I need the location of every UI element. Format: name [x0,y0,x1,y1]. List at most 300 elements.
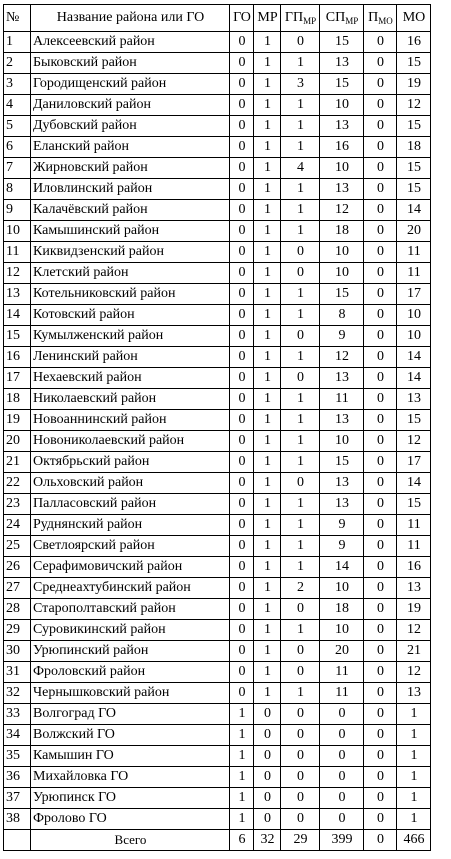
cell-go: 0 [230,347,254,368]
table-row [4,536,431,557]
cell-mr: 1 [254,683,281,704]
cell-p: 0 [364,137,397,158]
cell-p: 0 [364,662,397,683]
table-row [4,431,431,452]
cell-gp: 1 [281,305,320,326]
cell-gp: 1 [281,431,320,452]
header-row [4,5,431,32]
cell-mr: 1 [254,242,281,263]
cell-p: 0 [364,53,397,74]
cell-mr: 1 [254,263,281,284]
cell-num: 25 [4,536,31,557]
cell-sp: 13 [320,179,364,200]
cell-gp: 1 [281,200,320,221]
total-gp: 29 [281,830,320,851]
header-gp [281,5,320,32]
cell-mo: 19 [397,74,431,95]
cell-mr: 1 [254,599,281,620]
cell-go: 0 [230,53,254,74]
cell-num: 1 [4,32,31,53]
cell-gp: 1 [281,683,320,704]
cell-num: 6 [4,137,31,158]
cell-mo: 15 [397,116,431,137]
cell-go: 0 [230,683,254,704]
cell-name: Нехаевский район [31,368,230,389]
cell-name: Иловлинский район [31,179,230,200]
cell-mo: 12 [397,620,431,641]
cell-gp: 0 [281,368,320,389]
cell-go: 0 [230,116,254,137]
cell-num: 7 [4,158,31,179]
cell-name: Волгоград ГО [31,704,230,725]
cell-sp: 13 [320,368,364,389]
cell-p: 0 [364,326,397,347]
cell-p: 0 [364,221,397,242]
cell-name: Ольховский район [31,473,230,494]
cell-mo: 17 [397,452,431,473]
table-row [4,410,431,431]
cell-mr: 0 [254,809,281,830]
cell-p: 0 [364,494,397,515]
cell-sp: 10 [320,263,364,284]
cell-p: 0 [364,599,397,620]
cell-mo: 1 [397,704,431,725]
cell-num: 5 [4,116,31,137]
cell-name: Киквидзенский район [31,242,230,263]
cell-num: 38 [4,809,31,830]
header-sp-main: СП [325,10,346,25]
cell-gp: 0 [281,473,320,494]
cell-mo: 1 [397,767,431,788]
table-row [4,326,431,347]
cell-mo: 11 [397,515,431,536]
cell-num: 15 [4,326,31,347]
cell-mo: 1 [397,746,431,767]
cell-name: Даниловский район [31,95,230,116]
cell-mr: 1 [254,53,281,74]
cell-p: 0 [364,557,397,578]
cell-name: Фроловский район [31,662,230,683]
cell-mo: 1 [397,725,431,746]
table-row [4,662,431,683]
cell-gp: 1 [281,494,320,515]
cell-go: 0 [230,494,254,515]
cell-mr: 0 [254,788,281,809]
cell-mr: 1 [254,158,281,179]
total-go: 6 [230,830,254,851]
cell-num: 8 [4,179,31,200]
cell-sp: 12 [320,347,364,368]
table-row [4,473,431,494]
header-go: ГО [230,5,254,32]
cell-mr: 1 [254,95,281,116]
cell-mo: 16 [397,557,431,578]
cell-mr: 0 [254,746,281,767]
header-gp-sub: МР [303,16,317,26]
cell-mr: 1 [254,326,281,347]
cell-p: 0 [364,536,397,557]
cell-mr: 1 [254,578,281,599]
cell-gp: 0 [281,662,320,683]
cell-sp: 9 [320,536,364,557]
table-row [4,515,431,536]
cell-name: Жирновский район [31,158,230,179]
cell-gp: 0 [281,809,320,830]
cell-p: 0 [364,179,397,200]
cell-mr: 1 [254,452,281,473]
cell-go: 0 [230,326,254,347]
cell-mr: 1 [254,284,281,305]
cell-sp: 18 [320,221,364,242]
cell-gp: 1 [281,536,320,557]
cell-sp: 16 [320,137,364,158]
cell-mo: 14 [397,473,431,494]
table-row [4,599,431,620]
cell-go: 1 [230,809,254,830]
cell-mo: 15 [397,158,431,179]
cell-p: 0 [364,200,397,221]
cell-name: Суровикинский район [31,620,230,641]
table-row [4,557,431,578]
cell-p: 0 [364,284,397,305]
cell-go: 0 [230,263,254,284]
cell-go: 0 [230,95,254,116]
cell-sp: 13 [320,53,364,74]
cell-num: 2 [4,53,31,74]
cell-go: 0 [230,410,254,431]
cell-go: 0 [230,158,254,179]
cell-gp: 1 [281,515,320,536]
cell-gp: 0 [281,326,320,347]
table-row [4,704,431,725]
cell-p: 0 [364,242,397,263]
cell-name: Кумылженский район [31,326,230,347]
cell-num: 4 [4,95,31,116]
total-sp: 399 [320,830,364,851]
cell-sp: 18 [320,599,364,620]
header-p-sub: МО [378,16,393,26]
cell-num: 10 [4,221,31,242]
cell-gp: 0 [281,788,320,809]
districts-table [3,4,431,851]
cell-mr: 1 [254,473,281,494]
cell-mo: 10 [397,326,431,347]
cell-mo: 15 [397,410,431,431]
cell-gp: 0 [281,746,320,767]
cell-num: 17 [4,368,31,389]
cell-num: 27 [4,578,31,599]
cell-go: 0 [230,515,254,536]
cell-p: 0 [364,32,397,53]
cell-gp: 2 [281,578,320,599]
cell-mo: 14 [397,347,431,368]
cell-gp: 0 [281,32,320,53]
cell-go: 0 [230,179,254,200]
cell-name: Калачёвский район [31,200,230,221]
cell-gp: 1 [281,137,320,158]
cell-go: 1 [230,725,254,746]
cell-mo: 11 [397,242,431,263]
cell-mr: 1 [254,641,281,662]
cell-name: Камышинский район [31,221,230,242]
cell-mo: 14 [397,200,431,221]
cell-gp: 1 [281,179,320,200]
header-p [364,5,397,32]
cell-num: 20 [4,431,31,452]
cell-p: 0 [364,725,397,746]
cell-mo: 12 [397,95,431,116]
cell-sp: 9 [320,326,364,347]
cell-go: 0 [230,305,254,326]
cell-sp: 0 [320,725,364,746]
cell-sp: 10 [320,95,364,116]
cell-p: 0 [364,788,397,809]
table-body [4,32,431,830]
cell-go: 0 [230,284,254,305]
cell-num: 29 [4,620,31,641]
cell-sp: 15 [320,32,364,53]
cell-num: 37 [4,788,31,809]
cell-go: 1 [230,704,254,725]
cell-name: Городищенский район [31,74,230,95]
table-row [4,494,431,515]
cell-p: 0 [364,578,397,599]
total-row [4,830,431,851]
cell-mo: 11 [397,536,431,557]
cell-p: 0 [364,116,397,137]
cell-name: Котовский район [31,305,230,326]
header-sp-sub: МР [345,16,359,26]
cell-gp: 1 [281,452,320,473]
cell-sp: 15 [320,284,364,305]
header-name: Название района или ГО [31,5,230,32]
total-p: 0 [364,830,397,851]
cell-gp: 1 [281,347,320,368]
cell-p: 0 [364,95,397,116]
total-mr: 32 [254,830,281,851]
cell-mr: 1 [254,494,281,515]
cell-sp: 9 [320,515,364,536]
cell-num: 11 [4,242,31,263]
cell-go: 0 [230,368,254,389]
cell-sp: 0 [320,746,364,767]
cell-p: 0 [364,431,397,452]
cell-gp: 0 [281,599,320,620]
table-row [4,452,431,473]
table-row [4,158,431,179]
cell-mr: 1 [254,179,281,200]
table-row [4,242,431,263]
cell-p: 0 [364,683,397,704]
cell-mr: 1 [254,620,281,641]
table-row [4,95,431,116]
cell-num: 22 [4,473,31,494]
cell-go: 0 [230,242,254,263]
cell-p: 0 [364,263,397,284]
table-row [4,53,431,74]
cell-sp: 14 [320,557,364,578]
cell-gp: 0 [281,641,320,662]
cell-go: 0 [230,32,254,53]
cell-name: Светлоярский район [31,536,230,557]
table-row [4,683,431,704]
cell-sp: 10 [320,431,364,452]
cell-mo: 12 [397,662,431,683]
cell-mo: 20 [397,221,431,242]
table-row [4,263,431,284]
cell-num: 31 [4,662,31,683]
cell-num: 30 [4,641,31,662]
table-row [4,746,431,767]
cell-num: 16 [4,347,31,368]
cell-name: Старополтавский район [31,599,230,620]
header-mo: МО [397,5,431,32]
cell-sp: 13 [320,410,364,431]
cell-gp: 0 [281,242,320,263]
table-row [4,641,431,662]
cell-num: 12 [4,263,31,284]
cell-mr: 1 [254,368,281,389]
cell-num: 36 [4,767,31,788]
cell-gp: 0 [281,263,320,284]
cell-go: 0 [230,221,254,242]
header-gp-main: ГП [284,10,304,25]
cell-mo: 13 [397,389,431,410]
cell-go: 1 [230,746,254,767]
cell-name: Октябрьский район [31,452,230,473]
cell-mo: 11 [397,263,431,284]
cell-mr: 1 [254,410,281,431]
table-row [4,200,431,221]
cell-mr: 1 [254,116,281,137]
cell-sp: 0 [320,767,364,788]
cell-name: Волжский ГО [31,725,230,746]
cell-gp: 4 [281,158,320,179]
cell-gp: 0 [281,725,320,746]
cell-name: Среднеахтубинский район [31,578,230,599]
cell-gp: 1 [281,410,320,431]
cell-mr: 1 [254,221,281,242]
cell-mo: 15 [397,494,431,515]
cell-name: Клетский район [31,263,230,284]
cell-name: Фролово ГО [31,809,230,830]
cell-gp: 1 [281,95,320,116]
cell-num: 19 [4,410,31,431]
cell-gp: 1 [281,620,320,641]
cell-gp: 0 [281,767,320,788]
cell-go: 0 [230,641,254,662]
cell-go: 0 [230,200,254,221]
cell-mr: 1 [254,431,281,452]
cell-mo: 15 [397,179,431,200]
cell-mo: 13 [397,683,431,704]
cell-num: 35 [4,746,31,767]
cell-mo: 21 [397,641,431,662]
cell-mr: 1 [254,305,281,326]
cell-gp: 1 [281,53,320,74]
cell-mr: 1 [254,200,281,221]
cell-name: Камышин ГО [31,746,230,767]
cell-sp: 15 [320,74,364,95]
cell-mr: 1 [254,515,281,536]
cell-name: Ленинский район [31,347,230,368]
cell-p: 0 [364,368,397,389]
cell-mr: 1 [254,32,281,53]
cell-num: 28 [4,599,31,620]
table-row [4,284,431,305]
cell-sp: 10 [320,620,364,641]
cell-num: 33 [4,704,31,725]
cell-name: Быковский район [31,53,230,74]
cell-go: 0 [230,431,254,452]
cell-go: 0 [230,137,254,158]
cell-sp: 0 [320,704,364,725]
cell-gp: 1 [281,284,320,305]
cell-p: 0 [364,809,397,830]
cell-name: Дубовский район [31,116,230,137]
cell-sp: 10 [320,242,364,263]
cell-num: 32 [4,683,31,704]
cell-mr: 1 [254,557,281,578]
cell-mr: 0 [254,767,281,788]
cell-num: 18 [4,389,31,410]
cell-mo: 17 [397,284,431,305]
cell-p: 0 [364,620,397,641]
cell-name: Руднянский район [31,515,230,536]
table-row [4,389,431,410]
cell-sp: 11 [320,683,364,704]
cell-gp: 1 [281,221,320,242]
table-row [4,137,431,158]
table-row [4,767,431,788]
header-mr: МР [254,5,281,32]
cell-sp: 10 [320,578,364,599]
cell-name: Серафимовичский район [31,557,230,578]
cell-p: 0 [364,704,397,725]
cell-name: Михайловка ГО [31,767,230,788]
table-row [4,725,431,746]
table-row [4,347,431,368]
cell-gp: 1 [281,389,320,410]
cell-mr: 1 [254,536,281,557]
cell-mr: 1 [254,662,281,683]
cell-name: Урюпинский район [31,641,230,662]
cell-mo: 1 [397,809,431,830]
header-p-main: П [368,10,379,25]
cell-name: Урюпинск ГО [31,788,230,809]
cell-mo: 10 [397,305,431,326]
cell-go: 0 [230,389,254,410]
cell-sp: 13 [320,473,364,494]
table-row [4,221,431,242]
cell-p: 0 [364,473,397,494]
cell-mr: 1 [254,389,281,410]
cell-p: 0 [364,347,397,368]
table-row [4,620,431,641]
cell-go: 1 [230,767,254,788]
cell-p: 0 [364,305,397,326]
cell-mr: 0 [254,704,281,725]
cell-p: 0 [364,452,397,473]
cell-name: Чернышковский район [31,683,230,704]
cell-num: 34 [4,725,31,746]
cell-mo: 19 [397,599,431,620]
cell-gp: 0 [281,704,320,725]
cell-go: 0 [230,536,254,557]
cell-p: 0 [364,515,397,536]
cell-num: 3 [4,74,31,95]
cell-go: 0 [230,599,254,620]
